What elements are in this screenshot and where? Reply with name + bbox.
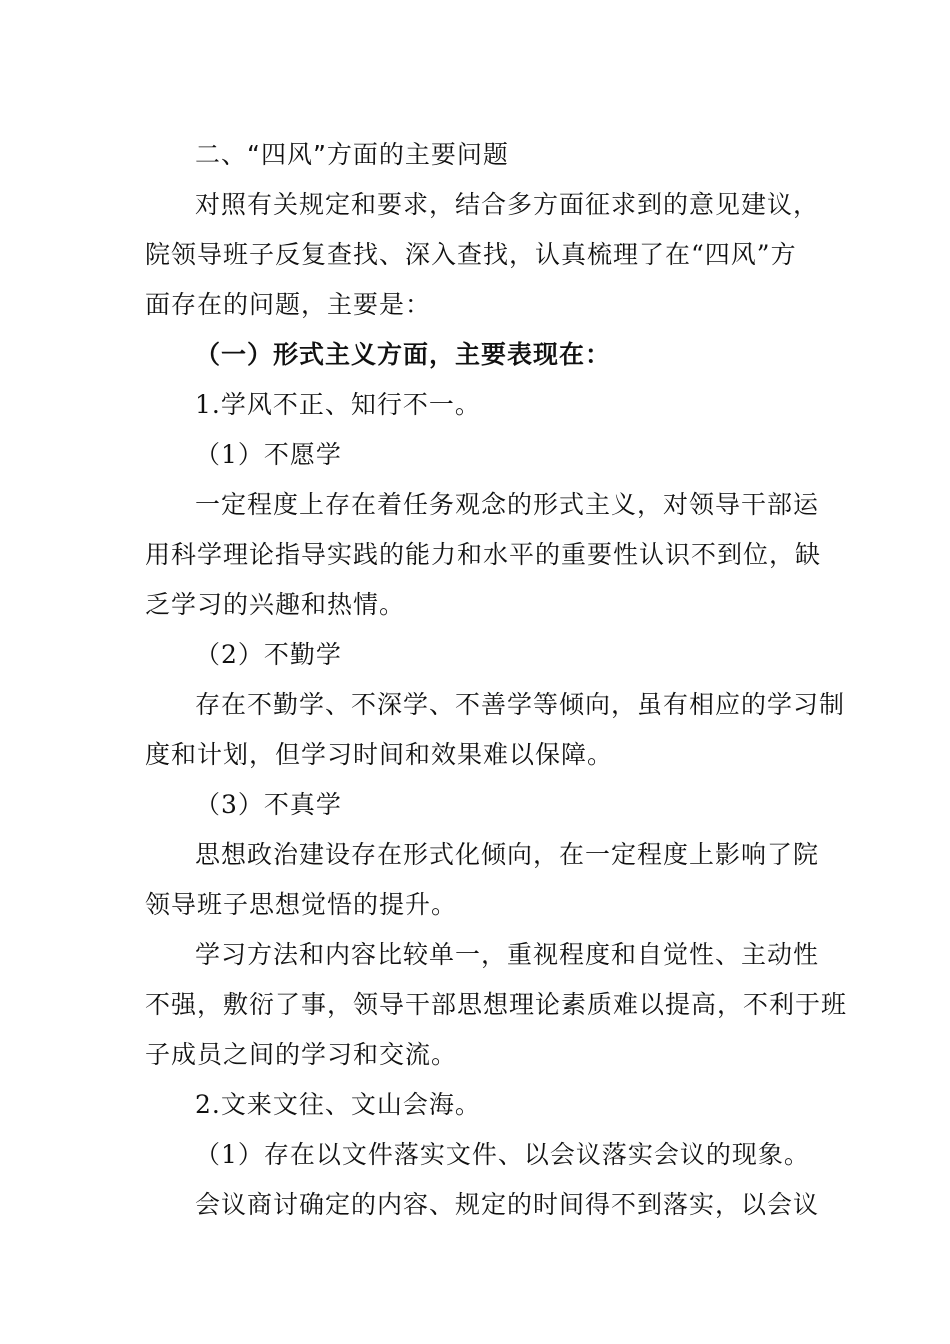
paragraph-line: 思想政治建设存在形式化倾向，在一定程度上影响了院 [195,840,820,869]
paragraph-line: 存在不勤学、不深学、不善学等倾向，虽有相应的学习制 [195,690,846,719]
intro-line-2: 院领导班子反复查找、深入查找，认真梳理了在“四风”方 [145,240,797,269]
paragraph-line: 用科学理论指导实践的能力和水平的重要性认识不到位，缺 [145,540,822,569]
paragraph-line: 会议商讨确定的内容、规定的时间得不到落实，以会议 [195,1190,820,1219]
paragraph-line: 子成员之间的学习和交流。 [145,1040,458,1069]
paragraph-line: 度和计划，但学习时间和效果难以保障。 [145,740,614,769]
sub-item-heading-1-3: （3）不真学 [195,790,342,819]
sub-item-heading-1-2: （2）不勤学 [195,640,342,669]
subsection-heading-1: （一）形式主义方面，主要表现在： [195,340,612,369]
intro-line-3: 面存在的问题，主要是： [145,290,432,319]
paragraph-line: 乏学习的兴趣和热情。 [145,590,406,619]
paragraph-line: 领导班子思想觉悟的提升。 [145,890,458,919]
paragraph-line: 一定程度上存在着任务观念的形式主义，对领导干部运 [195,490,820,519]
section-title: 二、“四风”方面的主要问题 [195,140,509,169]
item-heading-1: 1.学风不正、知行不一。 [195,390,481,419]
item-heading-2: 2.文来文往、文山会海。 [195,1090,481,1119]
sub-item-heading-1-1: （1）不愿学 [195,440,342,469]
paragraph-line: 学习方法和内容比较单一，重视程度和自觉性、主动性 [195,940,820,969]
intro-line-1: 对照有关规定和要求，结合多方面征求到的意见建议， [195,190,820,219]
sub-item-heading-2-1: （1）存在以文件落实文件、以会议落实会议的现象。 [195,1140,810,1169]
paragraph-line: 不强，敷衍了事，领导干部思想理论素质难以提高，不利于班 [145,990,848,1019]
